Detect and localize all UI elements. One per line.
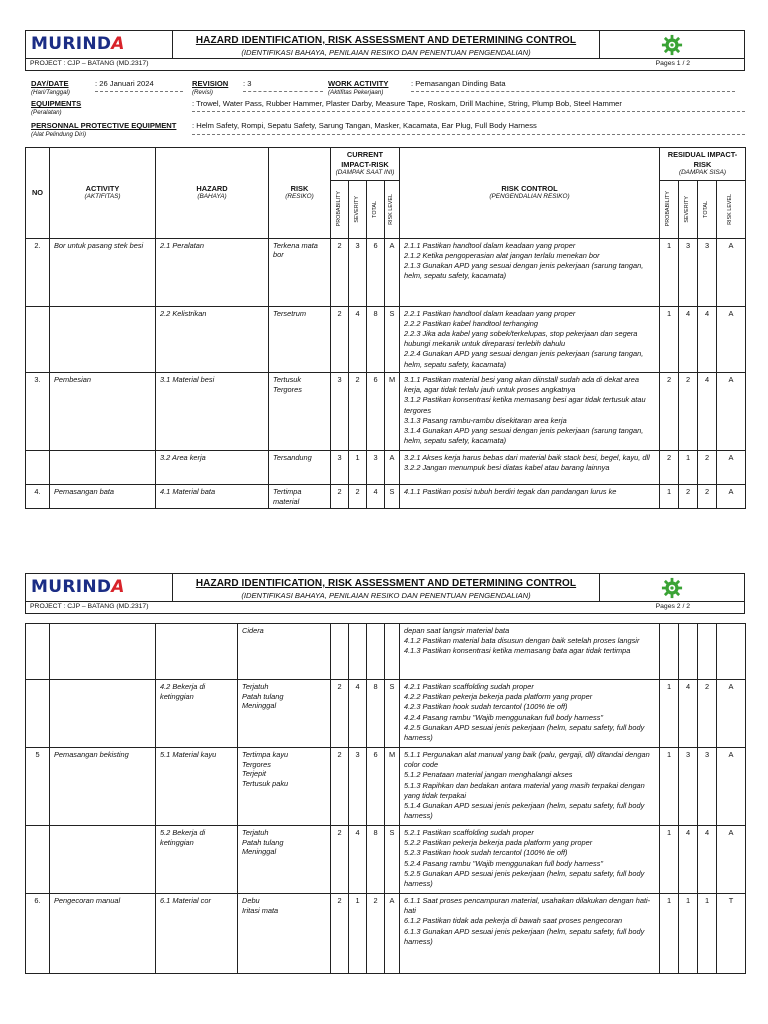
project-code: PROJECT : CJP – BATANG (MD.2317) bbox=[30, 603, 149, 610]
cell-res-risk-level: A bbox=[717, 680, 746, 748]
cell-risk: Terjatuh Patah tulang Meninggal bbox=[238, 680, 331, 748]
control-item: 5.1.2 Penataan material jangan menghalangi akses bbox=[404, 770, 573, 780]
cell-no: 3. bbox=[26, 372, 50, 450]
work-activity-label: WORK ACTIVITY bbox=[328, 79, 389, 88]
cell-activity: Pembesian bbox=[50, 372, 156, 450]
control-item: 4.2.2 Pastikan pekerja bekerja pada platform yang proper bbox=[404, 692, 593, 702]
company-logo bbox=[26, 574, 173, 601]
cell-res-total: 2 bbox=[698, 450, 717, 484]
cell-hazard bbox=[156, 624, 238, 680]
title-block bbox=[173, 574, 600, 601]
control-item: depan saat langsir material bata bbox=[404, 626, 510, 635]
ppe-value: : Helm Safety, Rompi, Sepatu Safety, Sarung Tangan, Masker, Kacamata, Ear Plug, Full Body Harness bbox=[192, 121, 537, 130]
control-item: 2.1.1 Pastikan handtool dalam keadaan yang proper bbox=[404, 240, 576, 250]
cell-res-risk-level: A bbox=[717, 826, 746, 894]
cell-activity bbox=[50, 624, 156, 680]
cell-risk-control bbox=[400, 484, 660, 508]
cell-no bbox=[26, 624, 50, 680]
col-header-res-severity: SEVERITY bbox=[679, 180, 698, 238]
cell-res-probability: 1 bbox=[660, 748, 679, 826]
cell-activity: Pemasangan bekisting bbox=[50, 748, 156, 826]
cell-risk: Tertusuk Tergores bbox=[269, 372, 331, 450]
col-header-risk-level: RISK LEVEL bbox=[385, 180, 400, 238]
table-body bbox=[26, 624, 746, 974]
control-item: 6.1.3 Gunakan APD sesuai jenis pekerjaan (helm, sepatu safety, full body harness) bbox=[404, 926, 645, 946]
revision-sublabel: (Revisi) bbox=[192, 89, 213, 96]
table-row bbox=[26, 624, 746, 680]
control-item: 3.1.4 Gunakan APD yang sesuai dengan jenis pekerjaan (sarung tangan, helm, sepatu safety, kacamata) bbox=[404, 425, 644, 446]
ppe-label: PERSONNAL PROTECTIVE EQUIPMENT bbox=[31, 121, 177, 130]
cell-risk-level: A bbox=[385, 450, 400, 484]
control-item: 3.1.3 Pasang rambu-rambu disekitaran area kerja bbox=[404, 415, 567, 425]
cell-res-total: 4 bbox=[698, 826, 717, 894]
cell-risk: Terkena mata bor bbox=[269, 238, 331, 306]
col-header-activity: ACTIVITY (AKTIFITAS) bbox=[50, 148, 156, 239]
cell-activity bbox=[50, 306, 156, 372]
green-gear-emblem-icon bbox=[600, 31, 744, 58]
table-row bbox=[26, 372, 746, 450]
cell-total: 6 bbox=[367, 372, 385, 450]
work-activity-value: : Pemasangan Dinding Bata bbox=[411, 79, 506, 88]
cell-severity bbox=[349, 624, 367, 680]
col-header-no: NO bbox=[26, 148, 50, 239]
cell-risk-control bbox=[400, 306, 660, 372]
cell-hazard: 4.1 Material bata bbox=[156, 484, 269, 508]
cell-res-risk-level: A bbox=[717, 306, 746, 372]
cell-risk: Tersandung bbox=[269, 450, 331, 484]
page-2 bbox=[25, 573, 745, 974]
cell-res-severity: 3 bbox=[679, 748, 698, 826]
table-row bbox=[26, 306, 746, 372]
cell-no bbox=[26, 680, 50, 748]
table-row bbox=[26, 484, 746, 508]
cell-total: 2 bbox=[367, 894, 385, 974]
cell-risk-level: M bbox=[385, 748, 400, 826]
col-header-res-total: TOTAL bbox=[698, 180, 717, 238]
cell-probability: 2 bbox=[331, 826, 349, 894]
page-1 bbox=[25, 30, 745, 509]
document-header bbox=[25, 30, 745, 59]
control-item: 3.1.2 Pastikan konsentrasi ketika memasang besi agar tidak tertusuk atau tergores bbox=[404, 395, 646, 415]
cell-res-total: 2 bbox=[698, 484, 717, 508]
table-body bbox=[26, 238, 746, 509]
cell-risk: Tertimpa kayu Tergores Terjepit Tertusuk paku bbox=[238, 748, 331, 826]
control-item: 5.2.2 Pastikan pekerja bekerja pada platform yang proper bbox=[404, 838, 593, 848]
cell-severity: 2 bbox=[349, 484, 367, 508]
cell-severity: 4 bbox=[349, 680, 367, 748]
control-item: 4.2.5 Gunakan APD sesuai jenis pekerjaan (helm, sepatu safety, full body harness) bbox=[404, 722, 645, 743]
cell-res-severity: 2 bbox=[679, 372, 698, 450]
revision-value: : 3 bbox=[243, 79, 252, 88]
col-header-res-risk-level: RISK LEVEL bbox=[717, 180, 746, 238]
cell-severity: 1 bbox=[349, 894, 367, 974]
cell-res-total: 4 bbox=[698, 372, 717, 450]
cell-severity: 3 bbox=[349, 238, 367, 306]
col-header-risk: RISK (RESIKO) bbox=[269, 148, 331, 239]
cell-risk-control bbox=[400, 372, 660, 450]
cell-no: 6. bbox=[26, 894, 50, 974]
cell-res-risk-level: A bbox=[717, 484, 746, 508]
cell-res-total: 3 bbox=[698, 748, 717, 826]
control-item: 4.2.4 Pasang rambu "Wajib menggunakan full body harness" bbox=[404, 712, 604, 722]
cell-res-total: 3 bbox=[698, 238, 717, 306]
cell-risk: Tersetrum bbox=[269, 306, 331, 372]
equipments-sublabel: (Peralatan) bbox=[31, 109, 62, 116]
document-header bbox=[25, 573, 745, 602]
control-item: 5.2.5 Gunakan APD sesuai jenis pekerjaan (helm, sepatu safety, full body harness) bbox=[404, 868, 645, 889]
document-subtitle: (IDENTIFIKASI BAHAYA, PENILAIAN RESIKO DAN PENENTUAN PENGENDALIAN) bbox=[241, 48, 531, 57]
company-logo bbox=[26, 31, 173, 58]
col-header-risk-control: RISK CONTROL (PENGENDALIAN RESIKO) bbox=[400, 148, 660, 239]
cell-risk: Cidera bbox=[238, 624, 331, 680]
control-item: 5.1.3 Rapihkan dan bedakan antara material yang masih terpakai dengan yang tidak terpakai bbox=[404, 780, 645, 800]
cell-res-risk-level: A bbox=[717, 238, 746, 306]
control-item: 5.2.1 Pastikan scaffolding sudah proper bbox=[404, 828, 534, 837]
cell-risk-level: M bbox=[385, 372, 400, 450]
cell-hazard: 5.1 Material kayu bbox=[156, 748, 238, 826]
cell-severity: 4 bbox=[349, 826, 367, 894]
day-sublabel: (Hari/Tanggal) bbox=[31, 89, 70, 96]
risk-table-continued bbox=[25, 623, 746, 974]
cell-res-total bbox=[698, 624, 717, 680]
cell-res-severity: 4 bbox=[679, 826, 698, 894]
cell-res-risk-level bbox=[717, 624, 746, 680]
cell-res-probability: 1 bbox=[660, 306, 679, 372]
control-item: 3.1.1 Pastikan material besi yang akan diinstall sudah ada di dekat area kerja, agar tidak terlalu jauh untuk proses angkatnya bbox=[404, 374, 640, 395]
cell-hazard: 2.2 Kelistrikan bbox=[156, 306, 269, 372]
cell-res-probability: 1 bbox=[660, 894, 679, 974]
cell-risk-control bbox=[400, 624, 660, 680]
col-header-current-impact: CURRENT IMPACT-RISK (DAMPAK SAAT INI) bbox=[331, 148, 400, 181]
day-value: : 26 Januari 2024 bbox=[95, 79, 154, 88]
cell-risk: Terjatuh Patah tulang Meninggal bbox=[238, 826, 331, 894]
col-header-severity: SEVERITY bbox=[349, 180, 367, 238]
cell-no bbox=[26, 450, 50, 484]
cell-res-severity: 1 bbox=[679, 450, 698, 484]
control-item: 6.1.1 Saat proses pencampuran material, usahakan dilakukan dengan hati-hati bbox=[404, 896, 651, 916]
table-row bbox=[26, 748, 746, 826]
revision-label: REVISION bbox=[192, 79, 229, 88]
title-block bbox=[173, 31, 600, 58]
cell-risk-level: S bbox=[385, 484, 400, 508]
cell-severity: 1 bbox=[349, 450, 367, 484]
cell-total: 6 bbox=[367, 748, 385, 826]
cell-total bbox=[367, 624, 385, 680]
cell-risk-control bbox=[400, 450, 660, 484]
cell-probability bbox=[331, 624, 349, 680]
cell-risk-level: A bbox=[385, 238, 400, 306]
cell-res-risk-level: A bbox=[717, 372, 746, 450]
cell-activity bbox=[50, 680, 156, 748]
cell-risk-level: S bbox=[385, 826, 400, 894]
cell-res-probability: 2 bbox=[660, 450, 679, 484]
cell-activity: Pemasangan bata bbox=[50, 484, 156, 508]
work-activity-sublabel: (Aktifitas Pekerjaan) bbox=[328, 89, 384, 96]
logo-text: MURINDA bbox=[31, 577, 125, 598]
control-item: 2.1.3 Gunakan APD yang sesuai dengan jenis pekerjaan (sarung tangan, helm, sepatu safety, kacamata) bbox=[404, 261, 644, 281]
control-item: 5.1.1 Pergunakan alat manual yang baik (palu, gergaji, dll) ditandai dengan color code bbox=[404, 750, 650, 770]
col-header-res-probability: PROBABILITY bbox=[660, 180, 679, 238]
cell-hazard: 3.1 Material besi bbox=[156, 372, 269, 450]
cell-severity: 4 bbox=[349, 306, 367, 372]
cell-res-probability: 1 bbox=[660, 238, 679, 306]
cell-total: 8 bbox=[367, 306, 385, 372]
cell-res-severity: 3 bbox=[679, 238, 698, 306]
col-header-hazard: HAZARD (BAHAYA) bbox=[156, 148, 269, 239]
cell-risk-level: S bbox=[385, 680, 400, 748]
cell-no bbox=[26, 306, 50, 372]
cell-res-probability bbox=[660, 624, 679, 680]
cell-risk-control bbox=[400, 680, 660, 748]
control-item: 5.2.4 Pasang rambu "Wajib menggunakan full body harness" bbox=[404, 858, 604, 868]
cell-probability: 2 bbox=[331, 894, 349, 974]
control-item: 5.1.4 Gunakan APD sesuai jenis pekerjaan (helm, sepatu safety, full body harness) bbox=[404, 801, 645, 821]
day-label: DAY/DATE bbox=[31, 79, 69, 88]
cell-hazard: 5.2 Bekerja di ketinggian bbox=[156, 826, 238, 894]
cell-severity: 3 bbox=[349, 748, 367, 826]
risk-table bbox=[25, 147, 746, 509]
cell-res-severity: 1 bbox=[679, 894, 698, 974]
cell-res-risk-level: A bbox=[717, 450, 746, 484]
cell-res-probability: 1 bbox=[660, 680, 679, 748]
cell-risk-control bbox=[400, 238, 660, 306]
control-item: 4.2.3 Pastikan hook sudah tercantol (100% tie off) bbox=[404, 702, 568, 712]
control-item: 2.2.2 Pastikan kabel handtool terhanging bbox=[404, 318, 538, 328]
col-header-total: TOTAL bbox=[367, 180, 385, 238]
col-header-residual-impact: RESIDUAL IMPACT-RISK (DAMPAK SISA) bbox=[660, 148, 746, 181]
project-row bbox=[25, 59, 745, 71]
cell-total: 6 bbox=[367, 238, 385, 306]
cell-hazard: 4.2 Bekerja di ketinggian bbox=[156, 680, 238, 748]
cell-no bbox=[26, 826, 50, 894]
control-item: 6.1.2 Pastikan tidak ada pekerja di bawah saat proses pengecoran bbox=[404, 916, 623, 926]
cell-probability: 2 bbox=[331, 238, 349, 306]
cell-severity: 2 bbox=[349, 372, 367, 450]
cell-no: 4. bbox=[26, 484, 50, 508]
table-row bbox=[26, 450, 746, 484]
control-item: 2.2.1 Pastikan handtool dalam keadaan yang proper bbox=[404, 308, 576, 318]
table-row bbox=[26, 894, 746, 974]
cell-hazard: 3.2 Area kerja bbox=[156, 450, 269, 484]
cell-total: 4 bbox=[367, 484, 385, 508]
green-gear-emblem-icon bbox=[600, 574, 744, 601]
cell-risk: Debu Iritasi mata bbox=[238, 894, 331, 974]
cell-res-risk-level: A bbox=[717, 748, 746, 826]
info-section bbox=[25, 79, 745, 147]
cell-total: 8 bbox=[367, 826, 385, 894]
cell-activity bbox=[50, 826, 156, 894]
cell-risk-control bbox=[400, 894, 660, 974]
control-item: 3.2.1 Akses kerja harus bebas dari material baik stack besi, begel, kayu, dll bbox=[404, 452, 650, 462]
cell-activity: Pengecoran manual bbox=[50, 894, 156, 974]
control-item: 2.1.2 Ketika pengoperasian alat jangan terlalu menekan bor bbox=[404, 250, 600, 260]
cell-probability: 2 bbox=[331, 680, 349, 748]
table-row bbox=[26, 238, 746, 306]
cell-risk-level: S bbox=[385, 306, 400, 372]
cell-risk-level: A bbox=[385, 894, 400, 974]
cell-res-total: 2 bbox=[698, 680, 717, 748]
table-row bbox=[26, 680, 746, 748]
control-item: 4.1.1 Pastikan posisi tubuh berdiri tegak dan pandangan lurus ke bbox=[404, 486, 617, 496]
control-item: 4.1.3 Pastikan konsentrasi ketika memasang bata agar tidak tertimpa bbox=[404, 646, 631, 656]
control-item: 3.2.2 Jangan menumpuk besi diatas kabel atau barang lainnya bbox=[404, 463, 610, 473]
cell-hazard: 2.1 Peralatan bbox=[156, 238, 269, 306]
cell-probability: 3 bbox=[331, 450, 349, 484]
project-row bbox=[25, 602, 745, 614]
document-title: HAZARD IDENTIFICATION, RISK ASSESSMENT AND DETERMINING CONTROL bbox=[195, 35, 577, 46]
cell-risk-control bbox=[400, 826, 660, 894]
cell-res-probability: 1 bbox=[660, 484, 679, 508]
logo-text: MURINDA bbox=[31, 34, 125, 55]
cell-no: 5 bbox=[26, 748, 50, 826]
cell-res-severity: 4 bbox=[679, 306, 698, 372]
cell-total: 3 bbox=[367, 450, 385, 484]
project-code: PROJECT : CJP – BATANG (MD.2317) bbox=[30, 60, 149, 67]
cell-res-total: 1 bbox=[698, 894, 717, 974]
equipments-label: EQUIPMENTS bbox=[31, 99, 82, 108]
cell-probability: 3 bbox=[331, 372, 349, 450]
cell-activity: Bor untuk pasang stek besi bbox=[50, 238, 156, 306]
cell-total: 8 bbox=[367, 680, 385, 748]
page-number: Pages 1 / 2 bbox=[655, 60, 690, 67]
cell-res-severity bbox=[679, 624, 698, 680]
document-subtitle: (IDENTIFIKASI BAHAYA, PENILAIAN RESIKO DAN PENENTUAN PENGENDALIAN) bbox=[241, 591, 531, 600]
cell-res-severity: 4 bbox=[679, 680, 698, 748]
cell-probability: 2 bbox=[331, 484, 349, 508]
cell-risk-control bbox=[400, 748, 660, 826]
control-item: 2.2.4 Gunakan APD yang sesuai dengan jenis pekerjaan (sarung tangan, helm, sepatu safety, kacamata) bbox=[404, 349, 644, 369]
cell-res-probability: 2 bbox=[660, 372, 679, 450]
cell-res-severity: 2 bbox=[679, 484, 698, 508]
page-number: Pages 2 / 2 bbox=[655, 603, 690, 610]
equipments-value: : Trowel, Water Pass, Rubber Hammer, Plaster Darby, Measure Tape, Roskam, Drill Machine, String, Plump Bob, Steel Hammer bbox=[192, 99, 622, 108]
cell-hazard: 6.1 Material cor bbox=[156, 894, 238, 974]
control-item: 2.2.3 Jika ada kabel yang sobek/terkelupas, stop pekerjaan dan segera hubungi mekanik untuk direparasi terlebih dahulu bbox=[404, 329, 638, 349]
ppe-sublabel: (Alat Pelindung Diri) bbox=[31, 131, 87, 138]
cell-res-probability: 1 bbox=[660, 826, 679, 894]
document-title: HAZARD IDENTIFICATION, RISK ASSESSMENT AND DETERMINING CONTROL bbox=[195, 578, 577, 589]
cell-res-risk-level: T bbox=[717, 894, 746, 974]
control-item: 4.1.2 Pastikan material bata disusun dengan baik setelah proses langsir bbox=[404, 636, 640, 646]
control-item: 4.2.1 Pastikan scaffolding sudah proper bbox=[404, 682, 534, 691]
cell-risk: Tertimpa material bbox=[269, 484, 331, 508]
table-row bbox=[26, 826, 746, 894]
control-item: 5.2.3 Pastikan hook sudah tercantol (100% tie off) bbox=[404, 848, 568, 858]
cell-probability: 2 bbox=[331, 748, 349, 826]
cell-no: 2. bbox=[26, 238, 50, 306]
cell-risk-level bbox=[385, 624, 400, 680]
cell-res-total: 4 bbox=[698, 306, 717, 372]
col-header-probability: PROBABILITY bbox=[331, 180, 349, 238]
cell-probability: 2 bbox=[331, 306, 349, 372]
cell-activity bbox=[50, 450, 156, 484]
